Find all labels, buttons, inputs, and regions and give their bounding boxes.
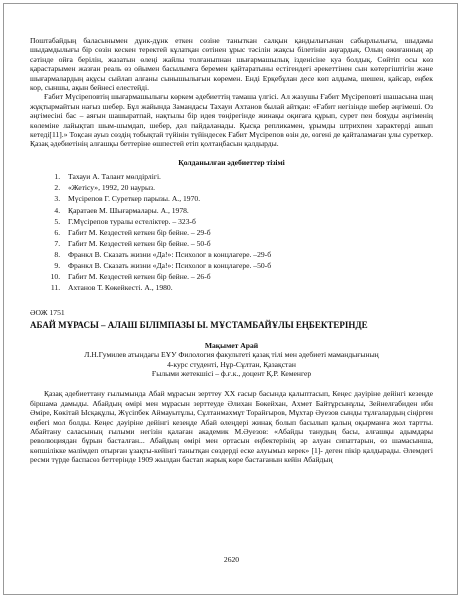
document-content [30,36,433,465]
reference-item: 6. Габит М. Кездестей кеткен бір бейне. – 29-б [62,227,433,238]
reference-item: 8. Франкл В. Сказать жизни «Да!»: Психолог в концлагере. –29-б [62,249,433,260]
reference-item: 9. Франкл В. Сказать жизни «Да!»: Психолог в концлагере. –50-б [62,260,433,271]
author-affiliation-line: 4-курс студенті, Нұр-Сұлтан, Қазақстан [167,359,296,369]
article-title: АБАЙ МҰРАСЫ – АЛАШ БІЛІМПАЗЫ Ы. МҰСТАМБАЙҰЛЫ ЕҢБЕКТЕРІНДЕ [30,319,368,330]
article-author: Мақымет Арай [204,340,259,350]
reference-item: 7. Габит М. Кездестей кеткен бір бейне. – 50-б [62,238,433,249]
references-list [30,171,433,293]
page-number: 2620 [223,555,240,564]
reference-item: 1. Тахауи А. Талант мөлдірлігі. [62,171,433,182]
reference-item: 10. Габит М. Кездестей кеткен бір бейне. – 26-б [62,271,433,282]
reference-item: 11. Ахтанов Т. Көкейкесті. А., 1980. [62,282,433,293]
udk-code: ӘОЖ 1751 [30,308,65,318]
references-title: Қолданылған әдебиеттер тізімі [178,157,285,167]
author-supervisor-line: Ғылыми жетекшісі – ф.ғ.к., доцент Қ.Р. Кеменгер [151,368,312,378]
reference-item: 2. «Жетісу», 1992, 20 наурыз. [62,182,433,193]
intro-paragraph-1: Поштабайдың баласынымен дұнк-дұнк еткен сөзіне таныткан салқын қандылығынан сабырлылығы, шыдамы шыдамдылығы бір сөзін кескен теректей кұлатқан сөтінен ұрыс тәсілін жақсы білетінін аңғардық. Олың ожиғанның әр сәтінде ойға берілін, жазатын өлеңі жайлы толғаныпнан шығармашылық ізденісіне куә болдық. Сөйтіп осы көз қарастарымен жазған реаль өз ойымен басылымға беремен қайтаратыны естігендегі әрекеттінен сын көтергіштігін және шығармалардың ақұсы сыйлап алғаны сынышылығын көремен. Енді Ерқебұлан десе көп алдыма, шешен, қайсар, еңбек кор, сыншы, ақын бейнесі елестейді. [30,36,433,93]
reference-item: 5. Г.Мүсірепов туралы естеліктер. – 323-б [62,216,433,227]
intro-paragraph-2: Ғабит Мүсіреповтің шығармашылығы көркем әдебиеттің тамаша үлгісі. Ал жазушы Ғабит Мүсіреповті шашасына шаң жұқтырмайтын нағыз шебер. Бұл жайында Замандасы Тахауи Ахтанов былай айтқан: «Ғабит негізінде шебер әңгімеші. Оз әңгімесіні бас – аяғын шашыратпай, нақтылы бір идея төңірегінде жинақы оқиғаға құрып, сурет пен бояуды әңгіменің көлеміне лайықтап шым-шымдап, шебер, дәл пайдаланады. Қысқа репликамен, ұрымды штрихпен характерді ашып кетеді[11].» Тоқсан ауыз сөздің тобықтай түйінін түйіндесек Ғабит Мүсірепов өзін де, өзгені де қайталамаған ұлы суреткер. Қазақ әдебиетінің алғашқы беттеріне өшпестей етіп қолтаңбасын қалдырды. [30,92,433,149]
reference-item: 4. Қаратаев М. Шығармалары. А., 1978. [62,205,433,216]
article-body-paragraph: Қазақ әдебиеттану ғылымында Абай мұрасын зерттеу XX ғасыр басында қалыптасып, Кеңес дәуіріне дейінгі кезеңде біршама дамыды. Абайдың өмірі мен мұрасын зерттеуде Әлихан Бөкейхан, Ахмет Байтұрсынұлы, Зейнелғабиден ибн Әміре, Көкітай Ысқақұлы, Жүсіпбек Аймауытұлы, Сұлтанмахмұт Торайғыров, Мұхтар Әуезов сынды тұлғалардың сіңірген еңбегі мол болды. Кеңес дәуіріне дейінгі кезеңде Абай өлеңдері жинақ болып басылып қалың оқырманға жол тартты. Абайтану саласының ғылыми негізін қалаған академик М.Әуезов: «Абайды танудың басы, алғашқы адымдары революциядан бұрын басталған... Абайдың өмірі мен ортасын еңбектерінің әр алуан сипаттарын, өз шамасынша, көпшілікке мәлімдеп отырған ұзақты-кейінгі танытқан сөздерді еске алуымыз керек» [1]- деген пікір қалдырады. Әлемдегі ресми түрде баспасөз беттерінде 1909 жылдан бастап жарық көре бастағанын кейін Абайдың [30,389,433,465]
author-affiliation-line: Л.Н.Гумилев атындағы ЕҰУ Филология факультеті қазақ тілі мен әдебиеті мамандығының [84,350,379,360]
reference-item: 3. Мүсірепов Г. Суреткер парызы. А., 1970. [62,193,433,204]
